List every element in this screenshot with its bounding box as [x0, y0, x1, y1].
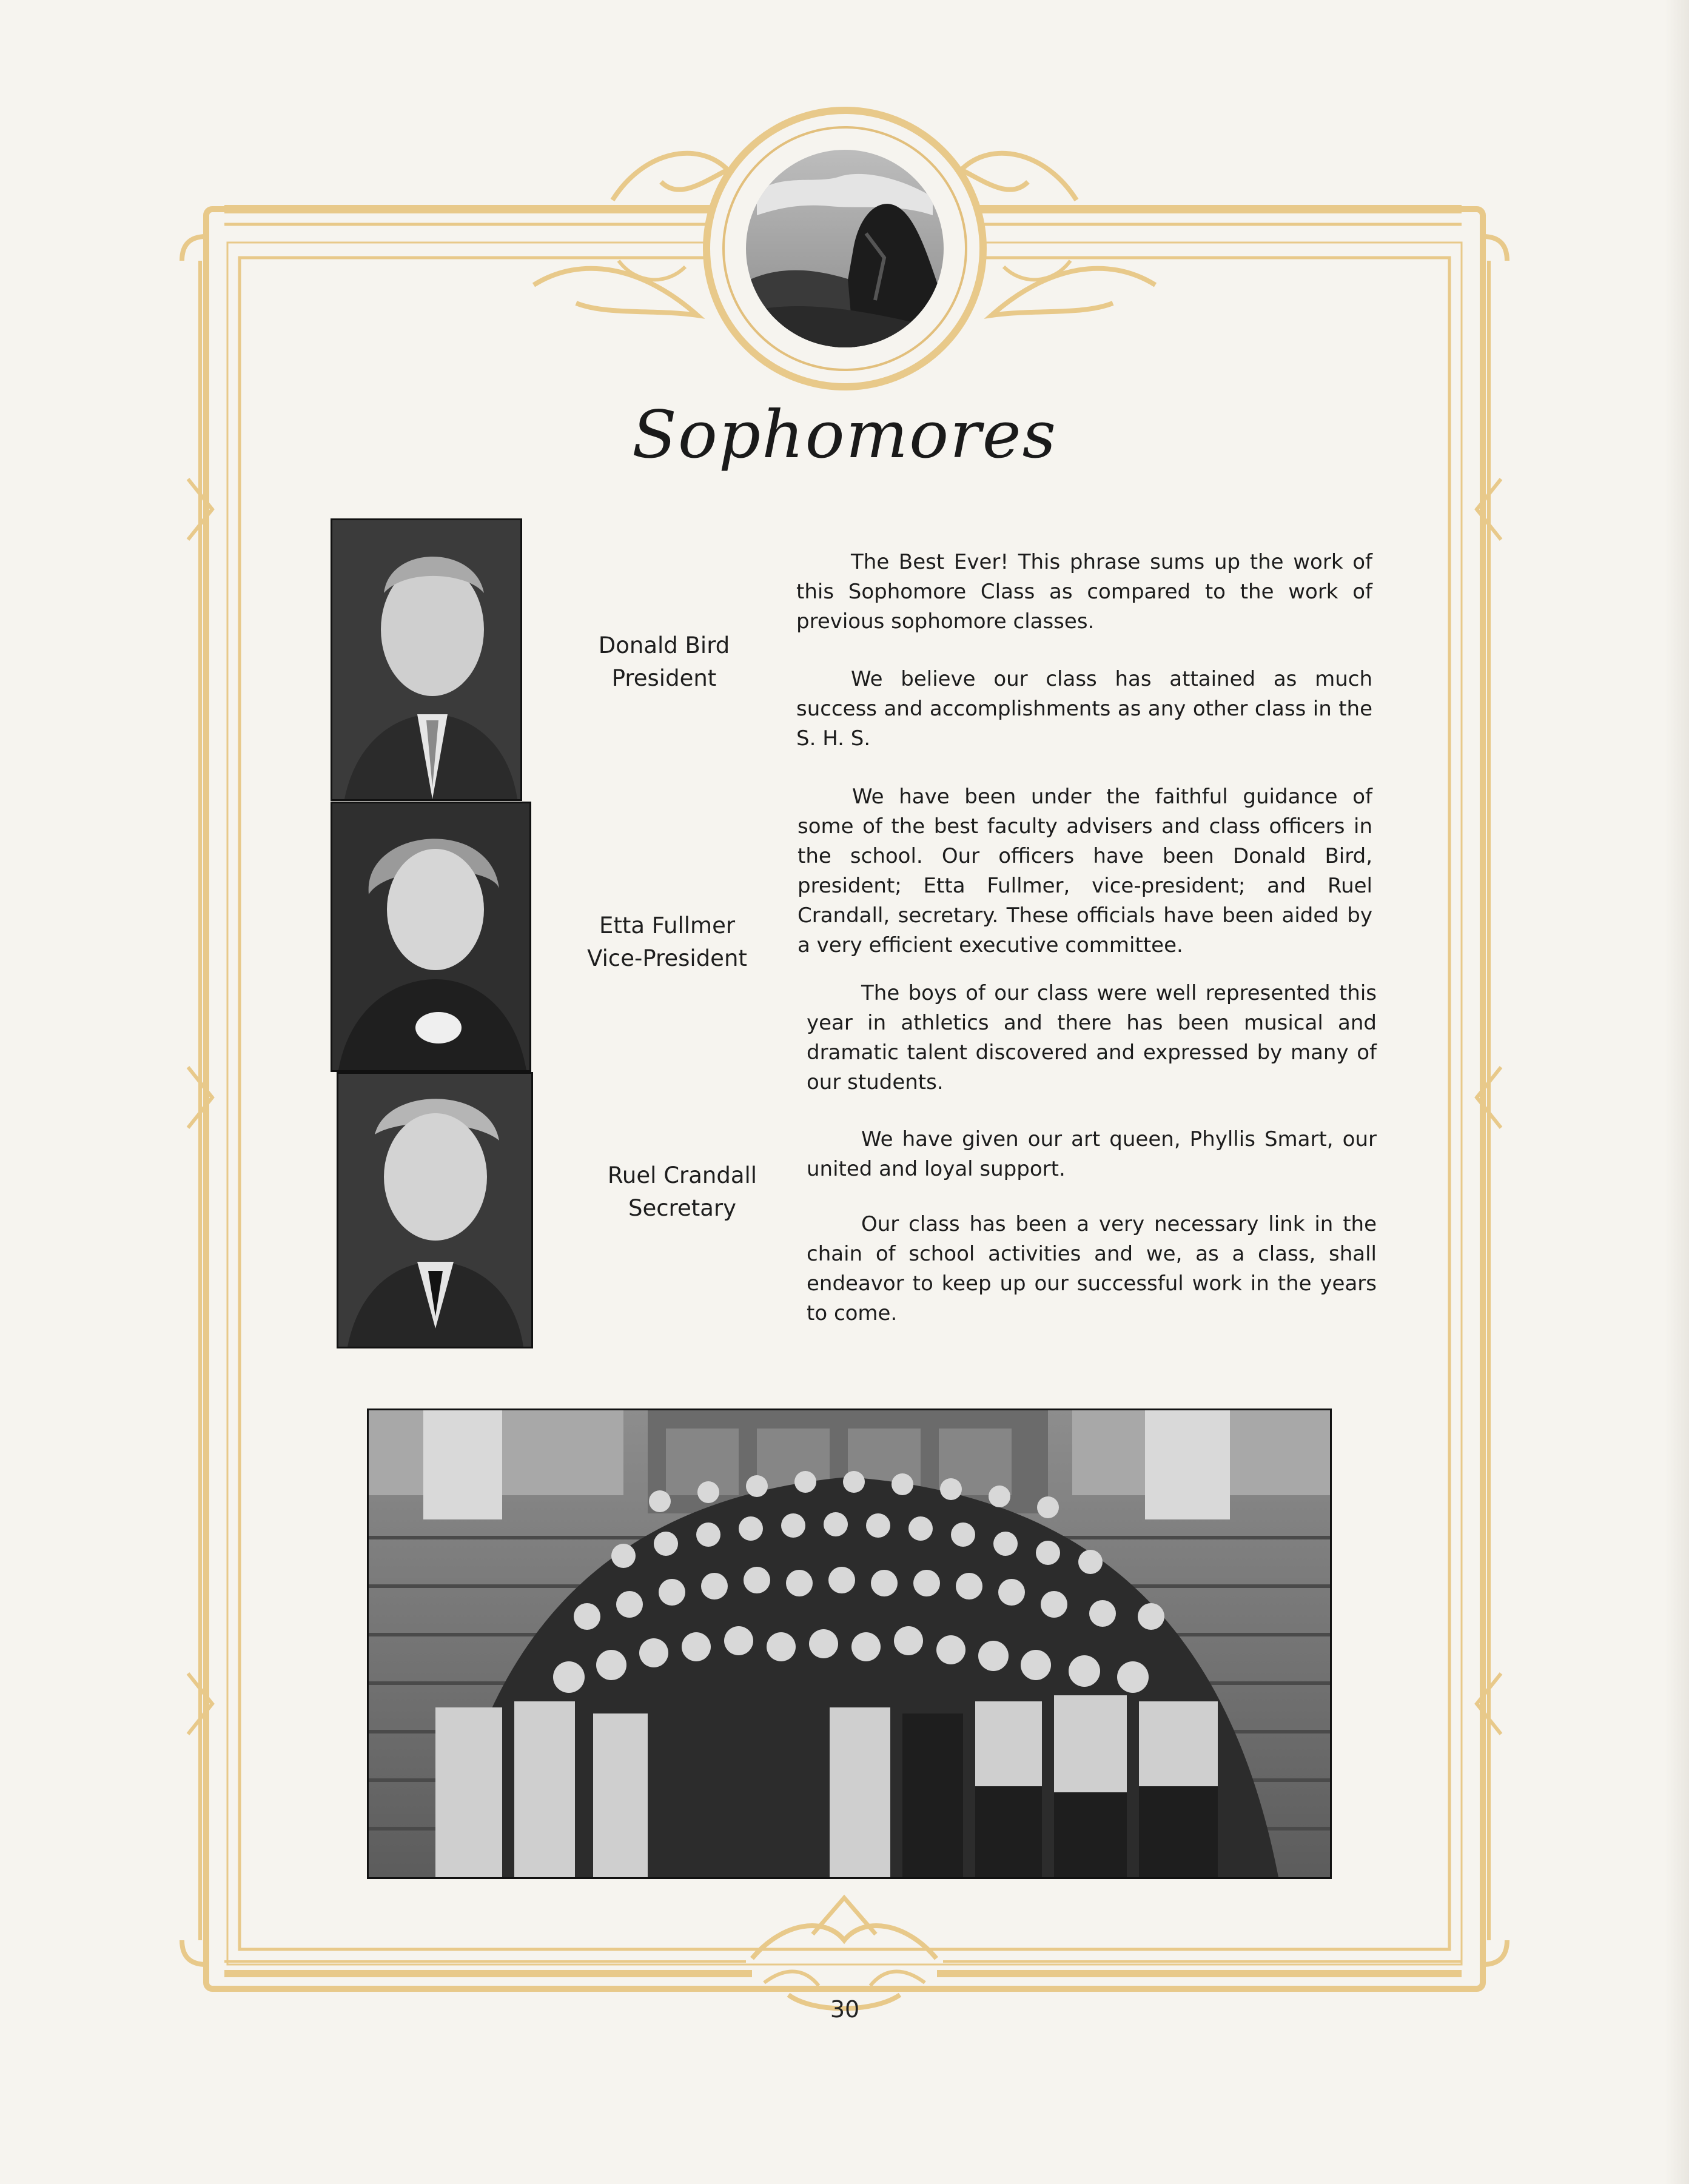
paragraph-link: Our class has been a very necessary link in the chain of school activities and we, as a class, shall endeavor to keep up our successful work in the years to come.: [807, 1212, 1377, 1325]
secretary-photo: [338, 1074, 531, 1347]
class-group-photo: [367, 1409, 1332, 1879]
president-photo: [332, 520, 520, 799]
page-number: 30: [830, 1996, 860, 2023]
officer-name: Donald Bird: [598, 632, 730, 658]
officer-role: Secretary: [628, 1195, 737, 1221]
paragraph-best-ever: The Best Ever! This phrase sums up the work of this Sophomore Class as compared to the work of previous sophomore classes.: [796, 550, 1372, 634]
officer-caption-president: [555, 629, 773, 695]
officer-caption-vice-president: [558, 909, 776, 975]
officer-role: Vice-President: [587, 945, 747, 971]
paragraph-athletics: The boys of our class were well represented this year in athletics and there has been musical and dramatic talent discovered and expressed by many of our students.: [807, 981, 1377, 1094]
landscape-vignette-photo: [745, 149, 945, 349]
officer-name: Ruel Crandall: [607, 1162, 757, 1188]
portrait-president: [331, 518, 522, 801]
vice-president-photo: [332, 803, 529, 1070]
paragraph-officers: We have been under the faithful guidance of some of the best faculty advisers and class officers in the school. Our officers have been Donald Bird, president; Etta Fullmer, vice-president; and Ruel Crandall, secretary. These officials have been aided by a very efficient executive committee.: [797, 785, 1372, 957]
officer-name: Etta Fullmer: [599, 913, 736, 939]
paragraph-art-queen: We have given our art queen, Phyllis Smart, our united and loyal support.: [807, 1127, 1377, 1181]
page-title: Sophomores: [631, 397, 1058, 473]
portrait-vice-president: [331, 802, 531, 1072]
group-photo-image: [369, 1410, 1330, 1877]
officer-role: President: [611, 665, 717, 691]
officer-caption-secretary: [573, 1159, 791, 1225]
portrait-secretary: [337, 1072, 533, 1348]
paragraph-success: We believe our class has attained as much success and accomplishments as any other class in the S. H. S.: [796, 667, 1372, 751]
